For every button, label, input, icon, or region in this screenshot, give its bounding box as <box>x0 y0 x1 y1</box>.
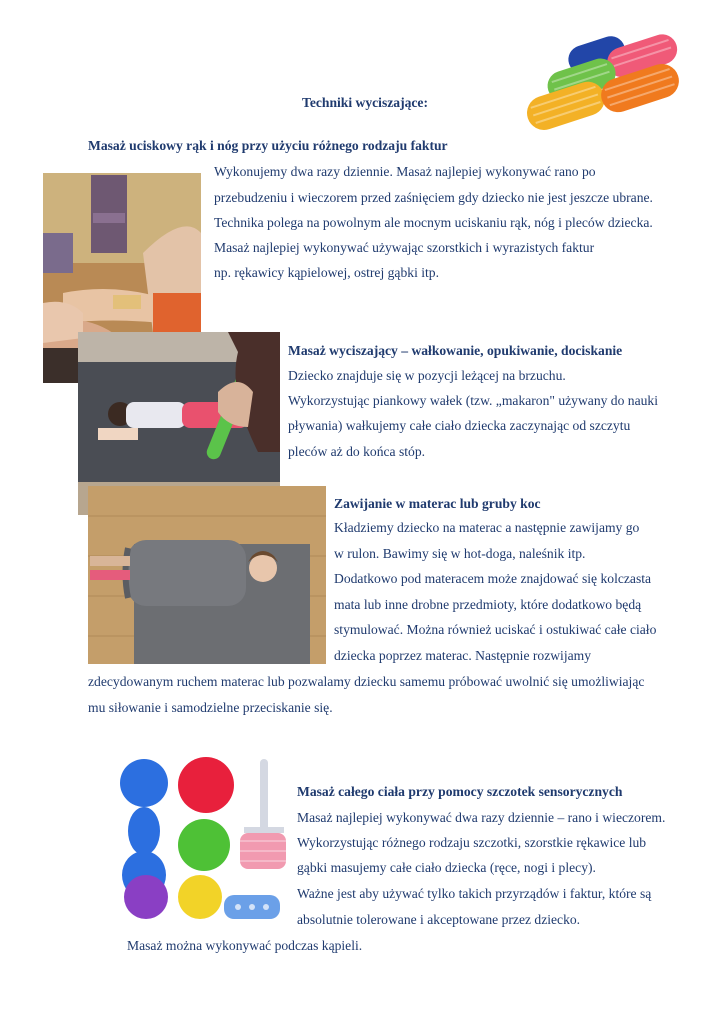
section-3-line: Dodatkowo pod materacem może znajdować się kolczasta <box>334 571 652 586</box>
section-4-line: absolutnie tolerowane i akceptowane przez dziecko. <box>297 912 581 927</box>
section-3-line: stymulować. Można również uciskać i ostukiwać całe ciało <box>334 622 657 637</box>
section-3-line: dziecka poprzez materac. Następnie rozwijamy <box>334 648 592 663</box>
mattress-wrap-photo <box>88 486 326 664</box>
section-3-line: zdecydowanym ruchem materac lub pozwalamy dziecku samemu próbować uwolnić się umożliwiając <box>88 674 645 689</box>
section-1-line: Wykonujemy dwa razy dziennie. Masaż najlepiej wykonywać rano po <box>214 164 596 179</box>
page-title: Techniki wyciszające: <box>302 95 428 110</box>
section-4-line: Ważne jest aby używać tylko takich przyrządów i faktur, które są <box>297 886 652 901</box>
section-2-line: Dziecko znajduje się w pozycji leżącej na brzuchu. <box>288 368 566 383</box>
section-3-heading: Zawijanie w materac lub gruby koc <box>334 496 541 511</box>
section-2-heading: Masaż wyciszający – wałkowanie, opukiwanie, dociskanie <box>288 343 623 358</box>
sensory-rollers-image <box>515 32 693 136</box>
section-3-line: mata lub inne drobne przedmioty, które dodatkowo będą <box>334 597 642 612</box>
section-2-line: pływania) wałkujemy całe ciało dziecka zaczynając od szczytu <box>288 418 631 433</box>
section-4-line: Wykorzystując różnego rodzaju szczotki, szorstkie rękawice lub <box>297 835 647 850</box>
section-1-line: np. rękawicy kąpielowej, ostrej gąbki itp. <box>214 265 439 280</box>
section-2-line: Wykorzystując piankowy wałek (tzw. „makaron" używany do nauki <box>288 393 659 408</box>
section-1-line: przebudzeniu i wieczorem przed zaśnięciem gdy dziecko nie jest jeszcze ubrane. <box>214 190 653 205</box>
section-1-heading: Masaż uciskowy rąk i nóg przy użyciu różnego rodzaju faktur <box>88 138 448 153</box>
section-3-line: w rulon. Bawimy się w hot-doga, naleśnik itp. <box>334 546 586 561</box>
section-3-line: mu siłowanie i samodzielne przeciskanie się. <box>88 700 333 715</box>
section-4-line: gąbki masujemy całe ciało dziecka (ręce, nogi i plecy). <box>297 860 596 875</box>
section-4-heading: Masaż całego ciała przy pomocy szczotek sensorycznych <box>297 784 623 799</box>
section-4-line: Masaż można wykonywać podczas kąpieli. <box>127 938 363 953</box>
section-4-line: Masaż najlepiej wykonywać dwa razy dziennie – rano i wieczorem. <box>297 810 666 825</box>
section-1-line: Technika polega na powolnym ale mocnym uciskaniu rąk, nóg i pleców dziecka. <box>214 215 653 230</box>
sensory-balls-image <box>116 757 288 922</box>
section-3-line: Kładziemy dziecko na materac a następnie zawijamy go <box>334 520 640 535</box>
section-1-line: Masaż najlepiej wykonywać używając szorstkich i wyrazistych faktur <box>214 240 595 255</box>
section-2-line: pleców aż do końca stóp. <box>288 444 426 459</box>
